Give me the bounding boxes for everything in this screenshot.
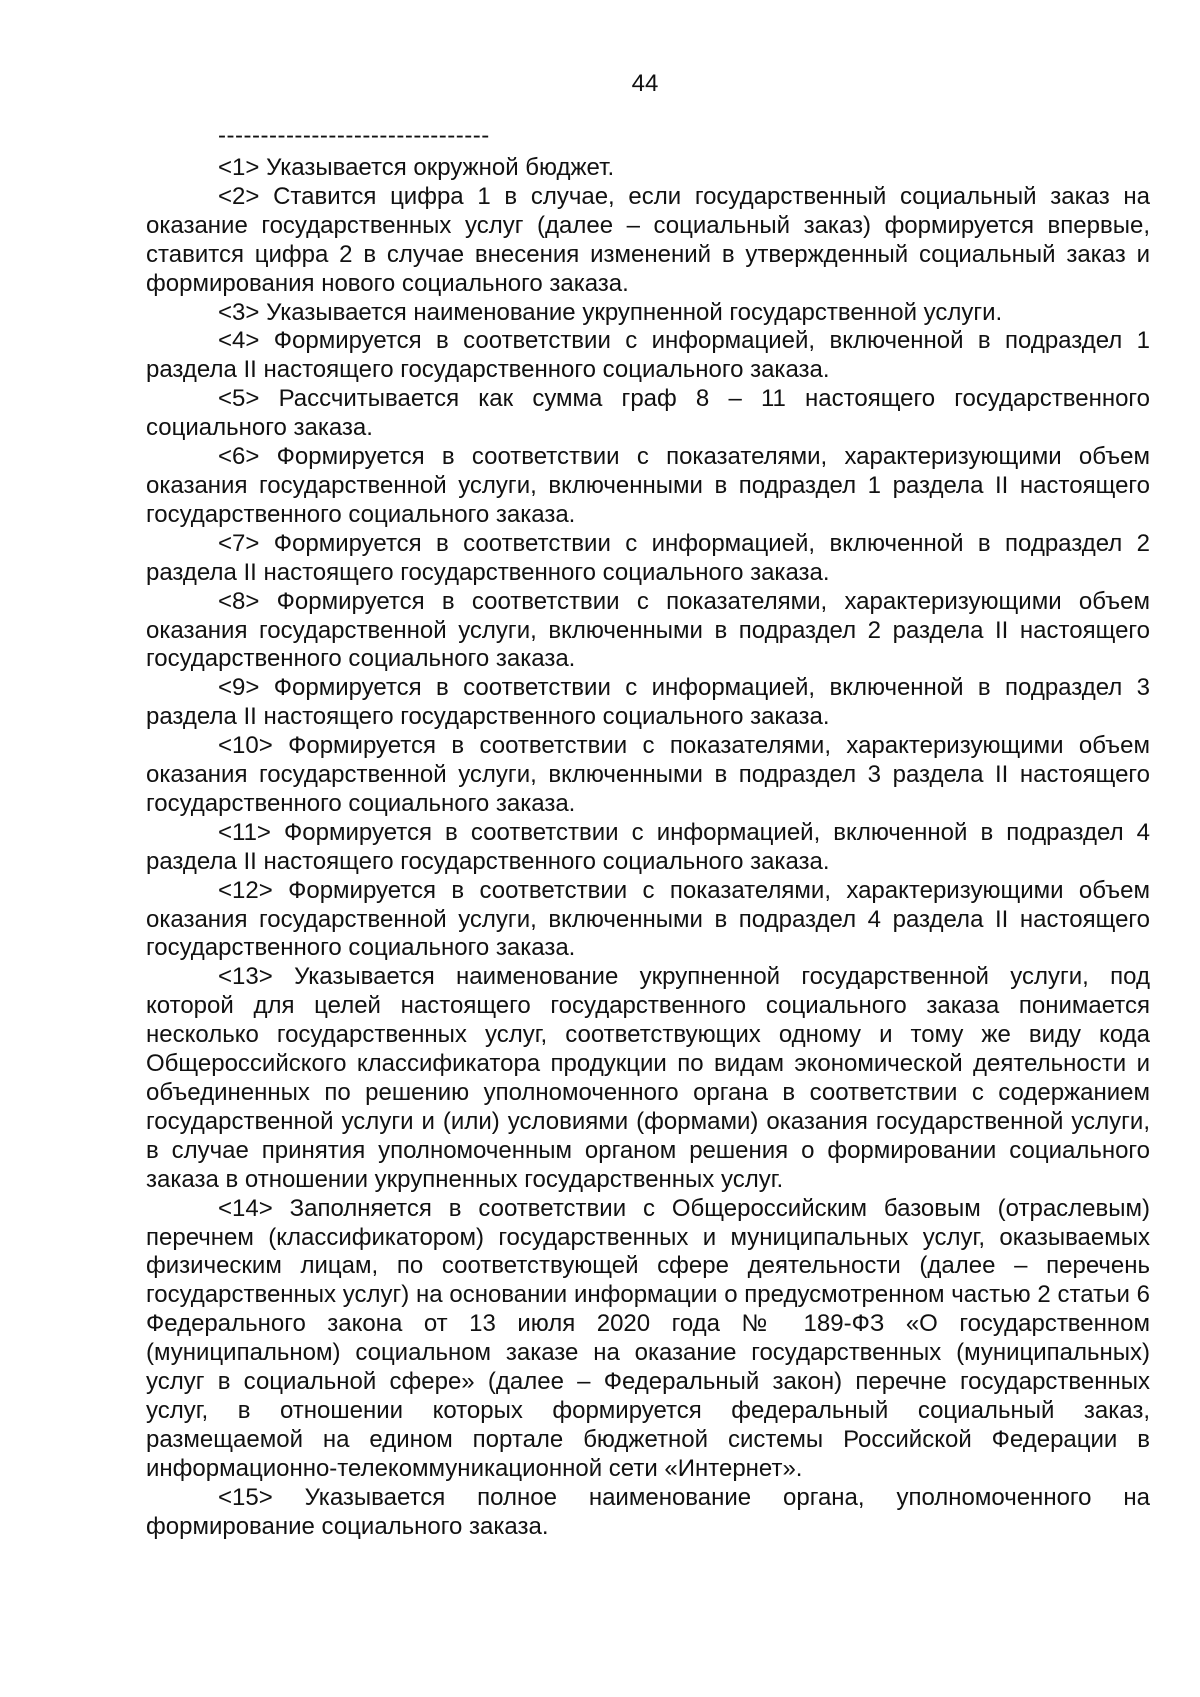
- footnote-text: Указывается наименование укрупненной государственной услуги.: [266, 298, 1003, 326]
- footnote-mark: <15>: [218, 1483, 273, 1511]
- footnote-mark: <11>: [218, 818, 271, 846]
- footnote-mark: <3>: [218, 298, 260, 326]
- footnote-text: Формируется в соответствии с показателями, характеризующими объем оказания государственной услуги, включенными в подраздел 3 раздела II настоящего государственного социального заказа.: [146, 732, 1150, 817]
- footnote-text: Формируется в соответствии с показателями, характеризующими объем оказания государственной услуги, включенными в подраздел 4 раздела II настоящего государственного социального заказа.: [146, 876, 1150, 962]
- footnote-6: [146, 443, 1150, 530]
- footnote-text: Указывается наименование укрупненной государственной услуги, под которой для целей настоящего государственного социального заказа понимается несколько государственных услуг, соответствующих одному и тому же виду кода Общероссийского классификатора продукции по видам экономической деятельности и объединенных по решению уполномоченного органа в соответствии с содержанием государственной услуги и (или) условиями (формами) оказания государственной услуги, в случае принятия уполномоченным органом решения о формировании социального заказа в отношении укрупненных государственных услуг.: [146, 963, 1150, 1193]
- footnote-mark: <5>: [218, 385, 260, 413]
- footnote-mark: <9>: [218, 674, 260, 702]
- footnote-8: [146, 588, 1150, 675]
- footnote-12: [146, 877, 1150, 964]
- footnote-separator: --------------------------------: [218, 122, 490, 149]
- footnote-text: Формируется в соответствии с показателями, характеризующими объем оказания государственной услуги, включенными в подраздел 2 раздела II настоящего государственного социального заказа.: [146, 587, 1150, 673]
- footnote-4: [146, 327, 1150, 385]
- footnote-mark: <12>: [218, 876, 273, 904]
- footnotes-section: [146, 124, 1150, 1542]
- footnote-mark: <4>: [218, 327, 260, 355]
- footnote-text: Указывается полное наименование органа, уполномоченного на формирование социального заказа.: [146, 1483, 1150, 1540]
- footnote-mark: <8>: [218, 587, 260, 615]
- footnote-mark: <10>: [218, 732, 273, 760]
- footnote-mark: <6>: [218, 443, 260, 471]
- footnote-mark: <13>: [218, 963, 273, 991]
- footnote-9: [146, 674, 1150, 732]
- footnote-1: [146, 154, 1150, 183]
- footnote-14: [146, 1195, 1150, 1484]
- footnote-7: [146, 530, 1150, 588]
- footnote-text: Формируется в соответствии с информацией, включенной в подраздел 4 раздела II настоящего государственного социального заказа.: [146, 818, 1150, 875]
- footnote-text: Рассчитывается как сумма граф 8 – 11 настоящего государственного социального заказа.: [146, 385, 1150, 442]
- footnote-text: Ставится цифра 1 в случае, если государственный социальный заказ на оказание государственных услуг (далее – социальный заказ) формируется впервые, ставится цифра 2 в случае внесения изменений в утвержденный социальный заказ и формирования нового социального заказа.: [146, 182, 1151, 297]
- footnote-11: [146, 819, 1150, 877]
- footnote-mark: <7>: [218, 529, 260, 557]
- footnote-mark: <2>: [218, 182, 260, 210]
- footnote-10: [146, 732, 1150, 819]
- footnote-mark: <14>: [218, 1194, 273, 1222]
- footnote-text: Формируется в соответствии с показателями, характеризующими объем оказания государственной услуги, включенными в подраздел 1 раздела II настоящего государственного социального заказа.: [146, 443, 1150, 528]
- footnote-2: [146, 183, 1150, 299]
- footnote-text: Формируется в соответствии с информацией, включенной в подраздел 1 раздела II настоящего государственного социального заказа.: [146, 327, 1150, 384]
- footnote-3: [146, 299, 1150, 328]
- footnote-text: Заполняется в соответствии с Общероссийским базовым (отраслевым) перечнем (классификатором) государственных и муниципальных услуг, оказываемых физическим лицам, по соответствующей сфере деятельности (далее – перечень государственных услуг) на основании информации о предусмотренном частью 2 статьи 6 Федерального закона от 13 июля 2020 года № 189-ФЗ «О государственном (муниципальном) социальном заказе на оказание государственных (муниципальных) услуг в социальной сфере» (далее – Федеральный закон) перечне государственных услуг, в отношении которых формируется федеральный социальный заказ, размещаемой на едином портале бюджетной системы Российской Федерации в информационно-телекоммуникационной сети «Интернет».: [146, 1194, 1151, 1482]
- page-number: 44: [631, 70, 659, 97]
- footnote-text: Формируется в соответствии с информацией, включенной в подраздел 3 раздела II настоящего государственного социального заказа.: [146, 674, 1150, 731]
- footnote-text: Указывается окружной бюджет.: [266, 154, 615, 181]
- footnote-13: [146, 963, 1150, 1194]
- footnote-mark: <1>: [218, 154, 260, 181]
- footnote-5: [146, 385, 1150, 443]
- footnote-text: Формируется в соответствии с информацией, включенной в подраздел 2 раздела II настоящего государственного социального заказа.: [146, 529, 1150, 586]
- footnote-15: [146, 1484, 1150, 1542]
